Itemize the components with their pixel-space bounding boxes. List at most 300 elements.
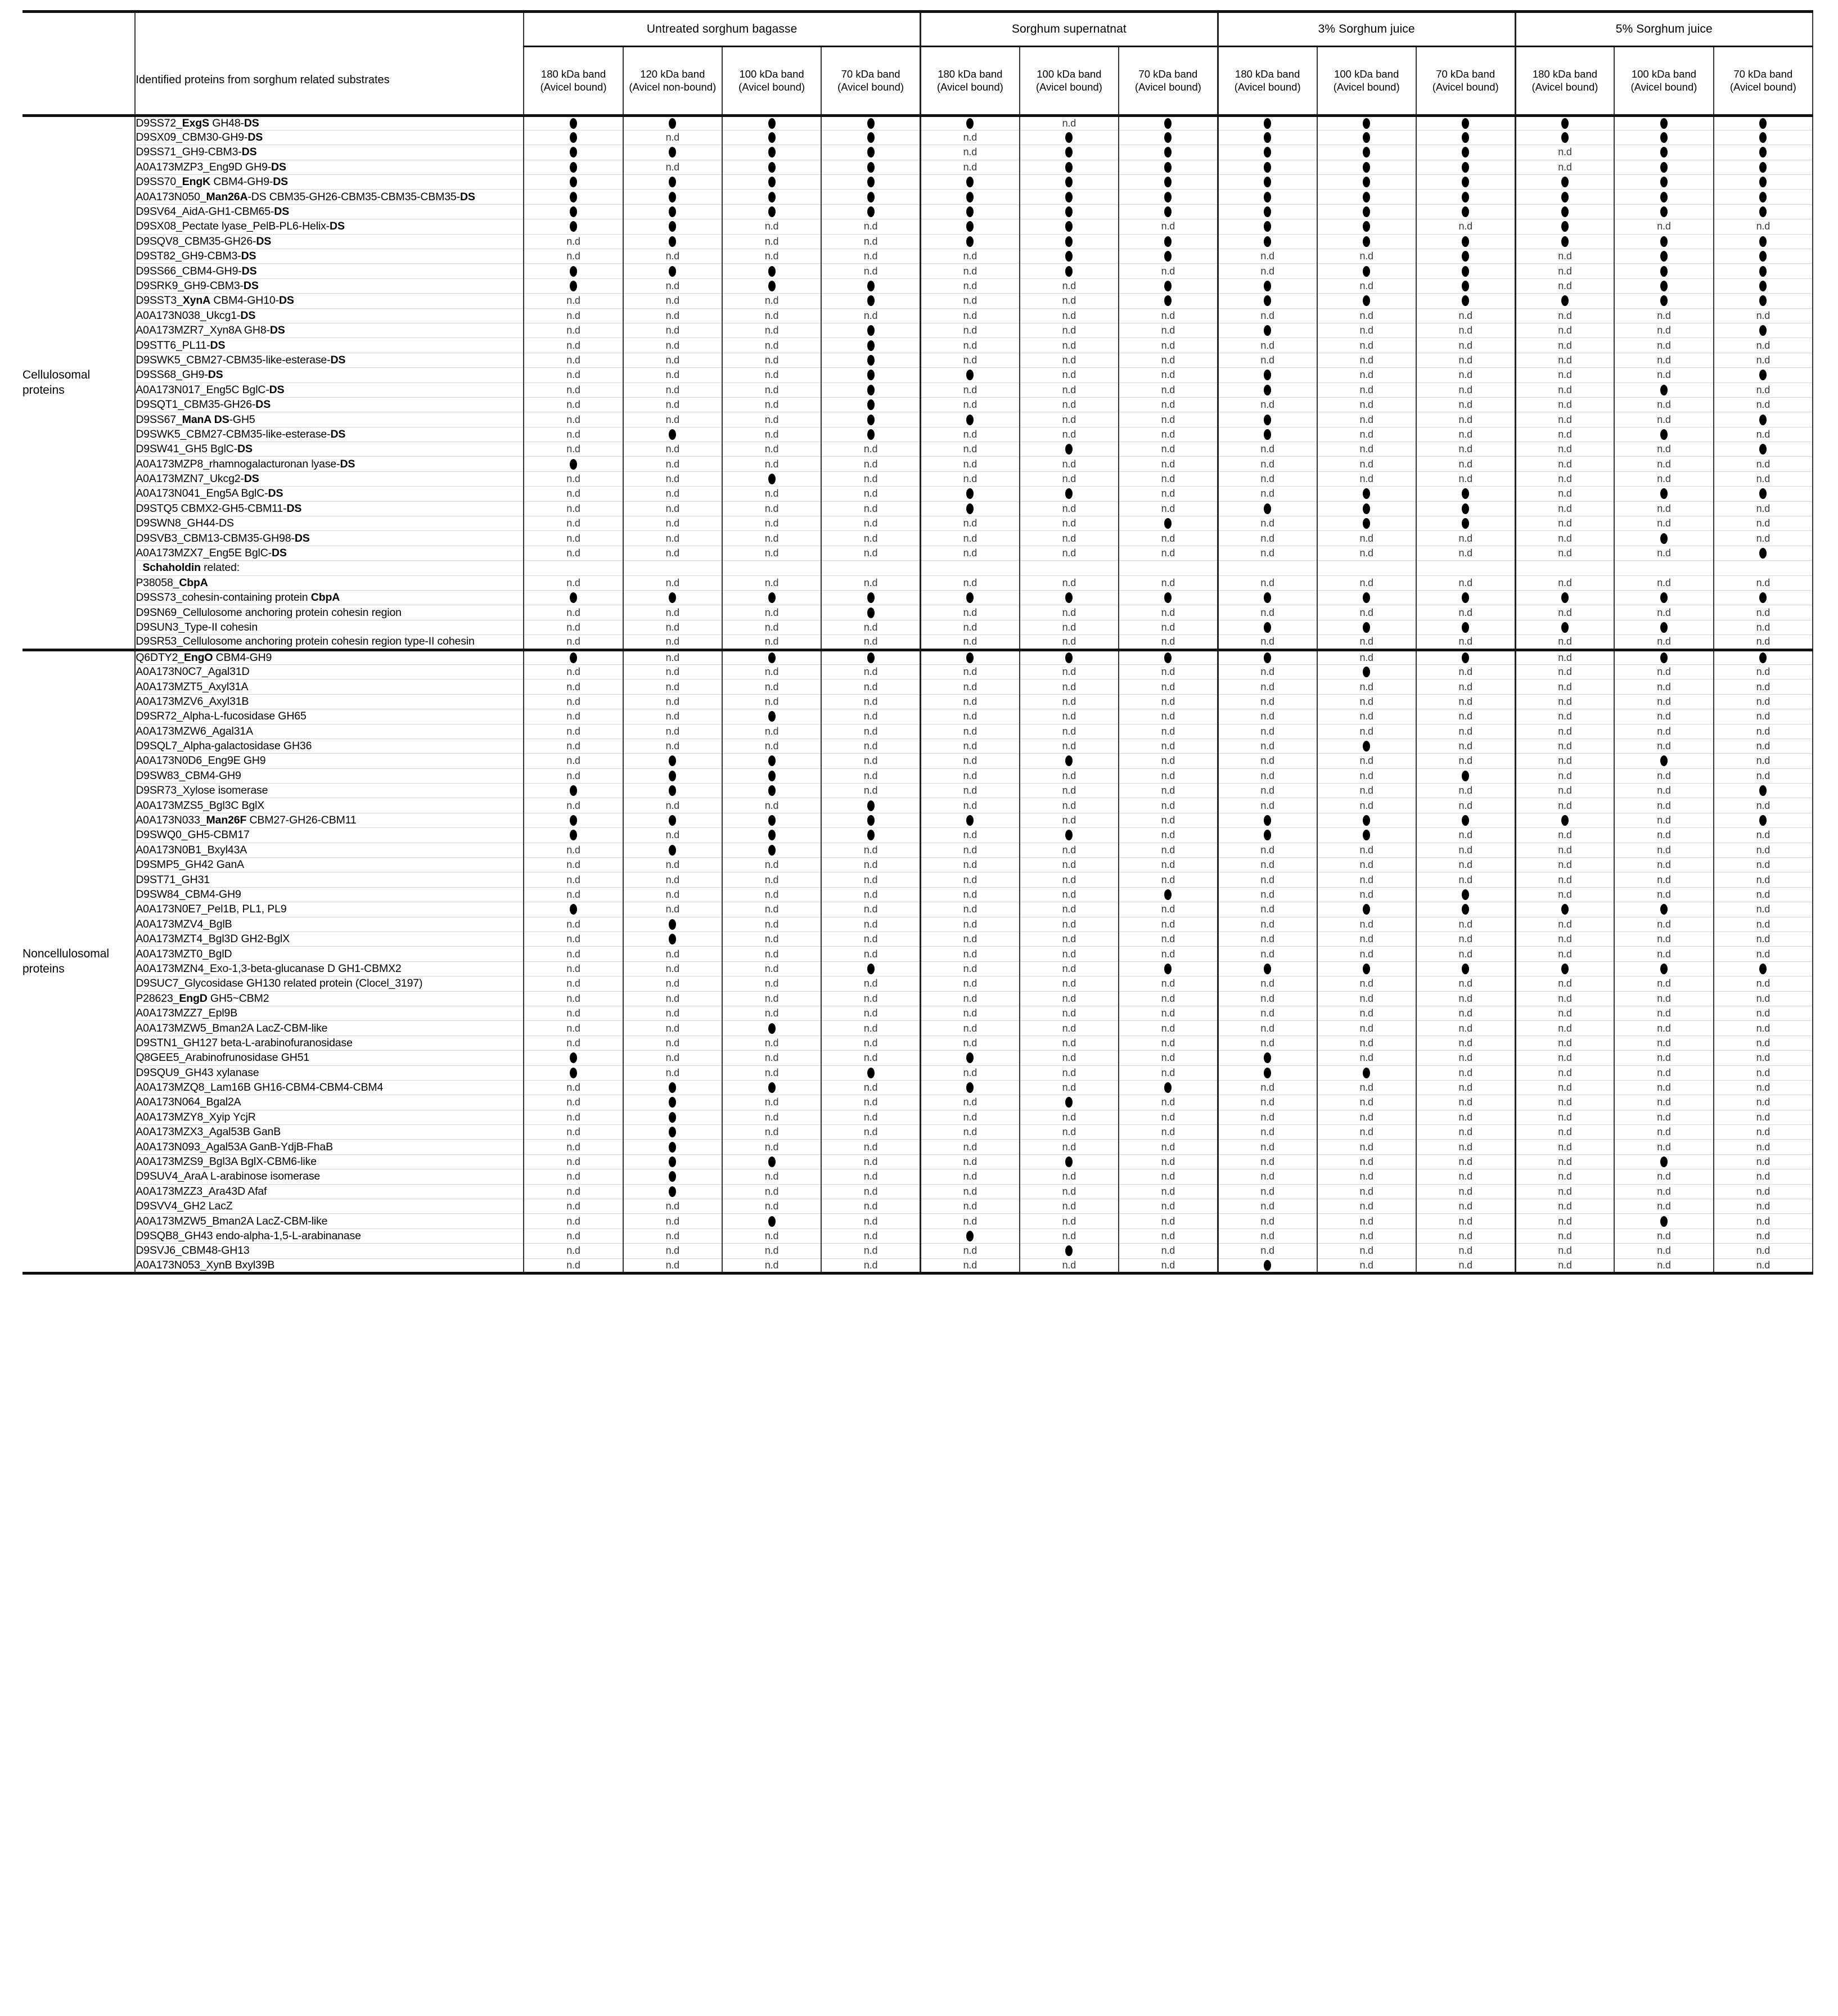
table-row (22, 1021, 1813, 1036)
column-header-3: 70 kDa band (Avicel bound) (821, 47, 920, 116)
detection-cell: n.d (1714, 516, 1813, 531)
detection-cell (623, 204, 722, 219)
protein-name: D9SX08_Pectate lyase_PelB-PL6-Helix-DS (135, 219, 524, 234)
detection-cell (1515, 902, 1614, 917)
detected-dot (669, 118, 676, 129)
detection-cell: n.d (623, 664, 722, 679)
table-body (22, 115, 1813, 1273)
detection-cell (722, 1154, 821, 1169)
detection-cell: n.d (623, 323, 722, 338)
group-header-2: 3% Sorghum juice (1218, 12, 1515, 47)
detection-cell: n.d (1020, 501, 1119, 516)
detection-cell: n.d (722, 308, 821, 323)
detection-cell: n.d (920, 1258, 1019, 1273)
detection-cell: n.d (1317, 858, 1416, 872)
detection-cell (1119, 115, 1218, 130)
detection-cell (1317, 294, 1416, 308)
detected-dot (867, 964, 875, 974)
detection-cell (623, 561, 722, 575)
detected-dot (1065, 162, 1073, 173)
table-row (22, 575, 1813, 590)
detection-cell: n.d (1714, 1065, 1813, 1080)
table-row (22, 145, 1813, 160)
detected-dot (669, 815, 676, 826)
detection-cell: n.d (920, 249, 1019, 264)
detection-cell: n.d (722, 338, 821, 353)
detection-cell: n.d (1317, 1199, 1416, 1214)
detection-cell: n.d (524, 1258, 623, 1273)
detected-dot (1264, 325, 1271, 336)
protein-name: D9SS73_cohesin-containing protein CbpA (135, 591, 524, 605)
detection-cell: n.d (1515, 368, 1614, 382)
detected-dot (1759, 785, 1767, 796)
detection-cell: n.d (1119, 397, 1218, 412)
detected-dot (867, 370, 875, 380)
detection-cell: n.d (821, 1169, 920, 1184)
detection-cell: n.d (920, 932, 1019, 946)
protein-name: D9SVV4_GH2 LacZ (135, 1199, 524, 1214)
detection-cell: n.d (1714, 1169, 1813, 1184)
detection-cell: n.d (1614, 991, 1713, 1006)
detection-cell: n.d (1416, 872, 1515, 887)
detection-cell (1020, 754, 1119, 768)
detection-cell: n.d (1416, 680, 1515, 694)
detection-cell (524, 278, 623, 293)
detected-dot (669, 785, 676, 796)
detection-cell: n.d (1119, 531, 1218, 546)
detection-cell: n.d (920, 516, 1019, 531)
detection-cell: n.d (1416, 1154, 1515, 1169)
table-row (22, 872, 1813, 887)
detection-cell: n.d (1614, 664, 1713, 679)
group-header-row (22, 12, 1813, 47)
detection-cell: n.d (920, 680, 1019, 694)
detected-dot (867, 177, 875, 187)
detection-cell: n.d (1317, 1169, 1416, 1184)
detection-cell: n.d (821, 620, 920, 634)
detection-cell (1218, 501, 1317, 516)
table-row (22, 947, 1813, 961)
detection-cell: n.d (524, 1095, 623, 1110)
detection-cell (524, 115, 623, 130)
detection-cell: n.d (1614, 947, 1713, 961)
detection-cell: n.d (1714, 427, 1813, 442)
detected-dot (1065, 1156, 1073, 1167)
detection-cell: n.d (1119, 784, 1218, 798)
detected-dot (1660, 177, 1668, 187)
protein-name: D9SWK5_CBM27-CBM35-like-esterase-DS (135, 353, 524, 367)
detected-dot (1164, 281, 1172, 291)
detection-cell: n.d (1020, 323, 1119, 338)
table-row (22, 961, 1813, 976)
detected-dot (966, 118, 974, 129)
detection-cell: n.d (1119, 694, 1218, 709)
detection-cell (524, 813, 623, 827)
detected-dot (1363, 147, 1370, 158)
detection-cell: n.d (1416, 1110, 1515, 1124)
detection-cell: n.d (1119, 932, 1218, 946)
detected-dot (570, 652, 577, 663)
detection-cell: n.d (1515, 145, 1614, 160)
detection-cell: n.d (1714, 828, 1813, 843)
detection-cell (1020, 160, 1119, 174)
detection-cell: n.d (1020, 353, 1119, 367)
detection-cell (1218, 412, 1317, 427)
detection-cell: n.d (1119, 546, 1218, 560)
detection-cell: n.d (821, 234, 920, 249)
detected-dot (1363, 236, 1370, 247)
detected-dot (1660, 266, 1668, 277)
detection-cell: n.d (1614, 635, 1713, 650)
detection-cell (920, 1228, 1019, 1243)
detection-cell (623, 145, 722, 160)
detected-dot (1660, 385, 1668, 395)
detection-cell (524, 204, 623, 219)
detection-cell: n.d (821, 546, 920, 560)
detection-cell (1119, 961, 1218, 976)
detection-cell: n.d (1218, 1036, 1317, 1050)
detection-cell: n.d (623, 546, 722, 560)
protein-name: D9SS68_GH9-DS (135, 368, 524, 382)
detection-cell: n.d (1020, 1006, 1119, 1020)
detection-cell (524, 264, 623, 278)
detected-dot (1264, 147, 1271, 158)
detection-cell: n.d (722, 635, 821, 650)
detected-dot (1759, 162, 1767, 173)
detection-cell: n.d (1317, 1140, 1416, 1154)
detection-cell: n.d (1317, 917, 1416, 932)
detected-dot (669, 845, 676, 856)
detected-dot (867, 830, 875, 840)
detection-cell: n.d (1020, 991, 1119, 1006)
detected-dot (1660, 652, 1668, 663)
detection-cell: n.d (1020, 1214, 1119, 1228)
detected-dot (1660, 206, 1668, 217)
detection-cell: n.d (1515, 487, 1614, 501)
detection-cell: n.d (1416, 1184, 1515, 1199)
table-row (22, 1184, 1813, 1199)
detected-dot (1660, 1216, 1668, 1227)
detection-cell: n.d (623, 1006, 722, 1020)
detection-cell: n.d (1614, 680, 1713, 694)
table-row (22, 1036, 1813, 1050)
detection-cell: n.d (821, 991, 920, 1006)
detection-cell (1119, 591, 1218, 605)
protein-name: A0A173N053_XynB Bxyl39B (135, 1258, 524, 1273)
table-row (22, 591, 1813, 605)
detected-dot (1759, 192, 1767, 202)
detection-cell: n.d (524, 680, 623, 694)
detection-cell (920, 487, 1019, 501)
detection-cell (1119, 234, 1218, 249)
detection-cell: n.d (524, 1244, 623, 1258)
detection-cell (722, 768, 821, 783)
detected-dot (768, 118, 776, 129)
detection-cell (920, 650, 1019, 664)
detection-cell: n.d (722, 1095, 821, 1110)
detected-dot (1759, 132, 1767, 143)
detection-cell: n.d (1119, 1169, 1218, 1184)
detection-cell (1218, 160, 1317, 174)
protein-name: D9SW41_GH5 BglC-DS (135, 442, 524, 457)
detection-cell: n.d (1515, 323, 1614, 338)
detection-cell (1515, 961, 1614, 976)
detection-cell: n.d (920, 323, 1019, 338)
protein-name: A0A173MZX3_Agal53B GanB (135, 1125, 524, 1140)
detection-cell: n.d (821, 1110, 920, 1124)
column-header-2: 100 kDa band (Avicel bound) (722, 47, 821, 116)
table-row (22, 680, 1813, 694)
detection-cell: n.d (920, 471, 1019, 486)
detection-cell: n.d (623, 635, 722, 650)
detected-dot (1363, 815, 1370, 826)
detected-dot (1264, 503, 1271, 514)
detected-dot (1065, 132, 1073, 143)
detection-cell (821, 961, 920, 976)
table-row (22, 546, 1813, 560)
detection-cell (821, 561, 920, 575)
detection-cell: n.d (623, 501, 722, 516)
detected-dot (768, 652, 776, 663)
detection-cell: n.d (722, 1199, 821, 1214)
detection-cell: n.d (524, 323, 623, 338)
table-header (22, 12, 1813, 116)
detection-cell: n.d (1515, 1006, 1614, 1020)
detection-cell: n.d (1317, 442, 1416, 457)
detection-cell: n.d (524, 724, 623, 739)
table-row (22, 1080, 1813, 1095)
detection-cell: n.d (722, 427, 821, 442)
detection-cell: n.d (722, 976, 821, 991)
detection-cell: n.d (1614, 872, 1713, 887)
detection-cell (1714, 546, 1813, 560)
detection-cell: n.d (1515, 471, 1614, 486)
detection-cell: n.d (524, 234, 623, 249)
detection-cell (1020, 145, 1119, 160)
detection-cell: n.d (1515, 382, 1614, 397)
detection-cell: n.d (1614, 1228, 1713, 1243)
detection-cell (1020, 1095, 1119, 1110)
detection-cell: n.d (1515, 575, 1614, 590)
detection-cell (1714, 234, 1813, 249)
detection-cell: n.d (722, 605, 821, 620)
detection-cell: n.d (722, 294, 821, 308)
detection-cell (524, 561, 623, 575)
protein-name: D9STT6_PL11-DS (135, 338, 524, 353)
detection-cell: n.d (524, 1214, 623, 1228)
detection-cell: n.d (1515, 947, 1614, 961)
table-row (22, 991, 1813, 1006)
detection-cell (1119, 294, 1218, 308)
detection-cell (821, 650, 920, 664)
detection-cell: n.d (1614, 739, 1713, 753)
detected-dot (1759, 444, 1767, 454)
detection-cell: n.d (1020, 397, 1119, 412)
detected-dot (1363, 221, 1370, 232)
detected-dot (768, 206, 776, 217)
detection-cell: n.d (1218, 397, 1317, 412)
detected-dot (1363, 192, 1370, 202)
detected-dot (1759, 206, 1767, 217)
detected-dot (1164, 964, 1172, 974)
detection-cell: n.d (821, 858, 920, 872)
detected-dot (1462, 132, 1469, 143)
detection-cell (821, 175, 920, 190)
detection-cell: n.d (1317, 546, 1416, 560)
detection-cell: n.d (1614, 709, 1713, 724)
detection-cell (1614, 234, 1713, 249)
detected-dot (1065, 147, 1073, 158)
detection-cell (1020, 190, 1119, 204)
detection-cell: n.d (1218, 353, 1317, 367)
detection-cell (1317, 902, 1416, 917)
detection-cell: n.d (524, 1184, 623, 1199)
detected-dot (1264, 964, 1271, 974)
detected-dot (1065, 444, 1073, 454)
detection-cell (1218, 620, 1317, 634)
detection-cell: n.d (821, 768, 920, 783)
detected-dot (669, 236, 676, 247)
detection-cell: n.d (1020, 412, 1119, 427)
detection-cell: n.d (524, 858, 623, 872)
detected-dot (1660, 592, 1668, 603)
detection-cell: n.d (1020, 516, 1119, 531)
detected-dot (1660, 236, 1668, 247)
detection-cell: n.d (1614, 353, 1713, 367)
group-header-1: Sorghum supernatnat (920, 12, 1218, 47)
detection-cell (821, 145, 920, 160)
detection-cell: n.d (1020, 368, 1119, 382)
detection-cell: n.d (1317, 1258, 1416, 1273)
detection-cell (1416, 902, 1515, 917)
detection-cell: n.d (1317, 1244, 1416, 1258)
table-row (22, 798, 1813, 813)
detection-cell: n.d (1020, 664, 1119, 679)
detection-cell: n.d (1119, 1051, 1218, 1065)
detected-dot (768, 1216, 776, 1227)
detection-cell: n.d (1317, 784, 1416, 798)
detection-cell: n.d (1515, 1140, 1614, 1154)
detection-cell: n.d (722, 932, 821, 946)
table-row (22, 754, 1813, 768)
detection-cell (821, 1065, 920, 1080)
detection-cell: n.d (1218, 487, 1317, 501)
detection-cell: n.d (920, 798, 1019, 813)
detected-dot (966, 815, 974, 826)
protein-name: A0A173MZT4_Bgl3D GH2-BglX (135, 932, 524, 946)
detection-cell: n.d (1020, 382, 1119, 397)
detection-cell: n.d (524, 427, 623, 442)
detection-cell: n.d (1119, 442, 1218, 457)
detection-cell (1317, 190, 1416, 204)
detection-cell (920, 501, 1019, 516)
table-row (22, 635, 1813, 650)
detection-cell (1317, 234, 1416, 249)
detection-cell: n.d (821, 1199, 920, 1214)
detection-cell: n.d (722, 323, 821, 338)
detected-dot (768, 785, 776, 796)
detection-cell (920, 219, 1019, 234)
detected-dot (1462, 904, 1469, 915)
detection-cell (1218, 382, 1317, 397)
detected-dot (1164, 295, 1172, 306)
detection-cell: n.d (722, 442, 821, 457)
detection-cell: n.d (722, 1006, 821, 1020)
detection-cell: n.d (1714, 338, 1813, 353)
detection-cell (1515, 591, 1614, 605)
detection-cell: n.d (722, 1258, 821, 1273)
detection-cell: n.d (1317, 932, 1416, 946)
detection-cell: n.d (1218, 442, 1317, 457)
detection-cell: n.d (1416, 308, 1515, 323)
detection-cell: n.d (1218, 768, 1317, 783)
detection-cell: n.d (722, 234, 821, 249)
detected-dot (1660, 429, 1668, 440)
detection-cell: n.d (1317, 308, 1416, 323)
detection-cell: n.d (623, 828, 722, 843)
detection-cell: n.d (1317, 1036, 1416, 1050)
detection-cell (722, 175, 821, 190)
detection-cell: n.d (722, 1228, 821, 1243)
detection-cell (623, 1080, 722, 1095)
protein-name: D9SS66_CBM4-GH9-DS (135, 264, 524, 278)
detection-cell: n.d (722, 412, 821, 427)
detection-cell: n.d (1515, 828, 1614, 843)
protein-name: A0A173MZT0_BglD (135, 947, 524, 961)
detection-cell: n.d (1714, 754, 1813, 768)
detected-dot (966, 652, 974, 663)
detection-cell: n.d (1714, 382, 1813, 397)
detection-cell: n.d (524, 368, 623, 382)
detection-cell (1416, 278, 1515, 293)
detection-cell: n.d (1515, 1169, 1614, 1184)
detection-cell: n.d (1119, 947, 1218, 961)
detected-dot (1759, 325, 1767, 336)
detection-cell: n.d (1714, 397, 1813, 412)
detection-cell: n.d (1020, 1110, 1119, 1124)
detected-dot (867, 815, 875, 826)
detected-dot (1264, 815, 1271, 826)
detection-cell (821, 338, 920, 353)
detection-cell: n.d (821, 635, 920, 650)
detection-cell: n.d (1416, 457, 1515, 471)
table-row (22, 976, 1813, 991)
detection-cell: n.d (1416, 368, 1515, 382)
detection-cell: n.d (1020, 961, 1119, 976)
detection-cell: n.d (722, 546, 821, 560)
detection-cell: n.d (1218, 1169, 1317, 1184)
detection-cell: n.d (623, 976, 722, 991)
table-row (22, 828, 1813, 843)
detection-cell: n.d (1714, 1184, 1813, 1199)
table-row (22, 427, 1813, 442)
detected-dot (867, 162, 875, 173)
detected-dot (867, 281, 875, 291)
detection-cell: n.d (1614, 1006, 1713, 1020)
table-row (22, 605, 1813, 620)
detected-dot (570, 904, 577, 915)
detected-dot (1759, 266, 1767, 277)
detection-cell: n.d (1218, 1214, 1317, 1228)
detection-cell (1714, 249, 1813, 264)
detection-cell (623, 754, 722, 768)
detection-cell: n.d (1317, 843, 1416, 857)
protein-name: A0A173MZN4_Exo-1,3-beta-glucanase D GH1-CBMX2 (135, 961, 524, 976)
detection-cell (1614, 204, 1713, 219)
protein-name: D9STQ5 CBMX2-GH5-CBM11-DS (135, 501, 524, 516)
detected-dot (1462, 771, 1469, 781)
detection-cell (1614, 427, 1713, 442)
